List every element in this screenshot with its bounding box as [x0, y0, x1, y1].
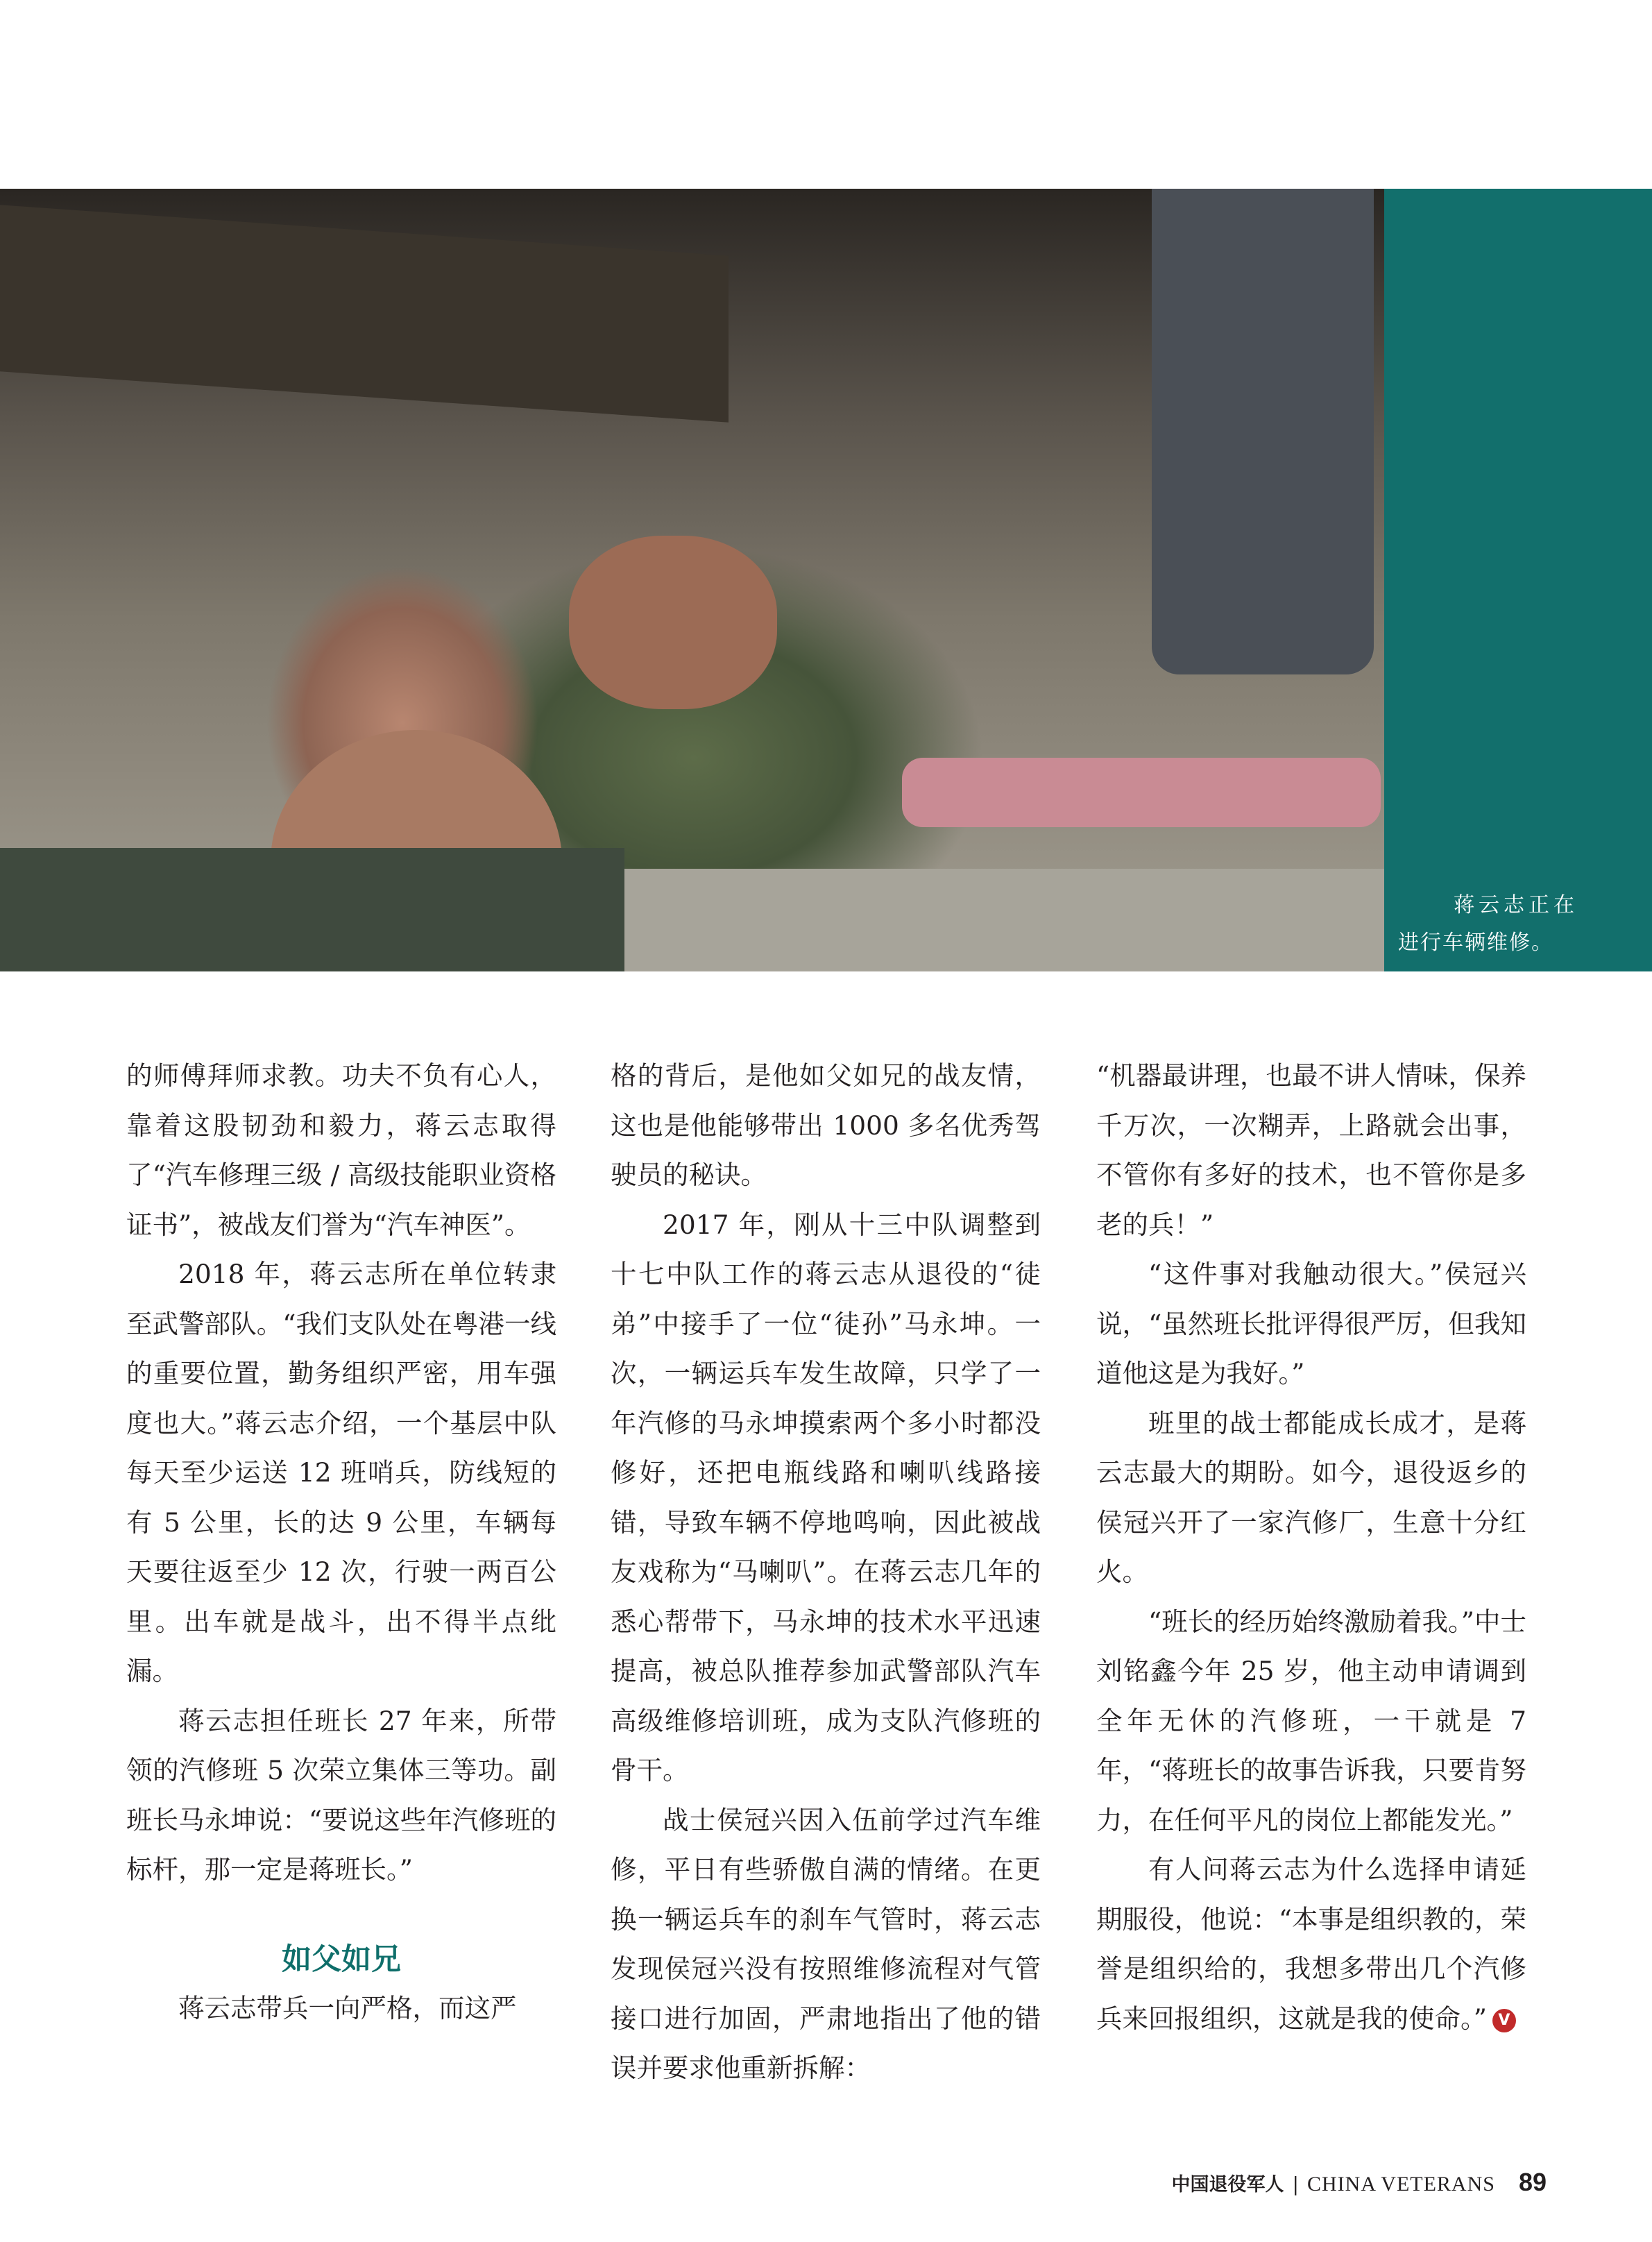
garage-floor	[624, 869, 1384, 971]
paragraph: 蒋云志担任班长 27 年来，所带领的汽修班 5 次荣立集体三等功。副班长马永坤说：“要说这些年汽修班的标杆，那一定是蒋班长。”	[126, 1705, 556, 1885]
article-column-1	[126, 1051, 556, 2033]
mechanic-hands	[569, 536, 777, 709]
caption-line-1: 蒋云志正在	[1454, 893, 1578, 917]
tool-tray	[0, 848, 624, 971]
article-column-2	[611, 1051, 1041, 2094]
mechanic-creeper	[902, 758, 1381, 827]
paragraph: 蒋云志带兵一向严格，而这严	[178, 1992, 517, 2023]
photo-caption	[1398, 887, 1578, 962]
paragraph: 格的背后，是他如父如兄的战友情，这也是他能够带出 1000 多名优秀驾驶员的秘诀。	[611, 1060, 1041, 1190]
paragraph-text: 有人问蒋云志为什么选择申请延期服役，他说：“本事是组织教的，荣誉是组织给的，我想多带出几个汽修兵来回报组织，这就是我的使命。”	[1096, 1854, 1526, 2034]
paragraph: 2017 年，刚从十三中队调整到十七中队工作的蒋云志从退役的“徒弟”中接手了一位“徒孙”马永坤。一次，一辆运兵车发生故障，只学了一年汽修的马永坤摸索两个多小时都没修好，还把电瓶线路和喇叭线路接错，导致车辆不停地鸣响，因此被战友戏称为“马喇叭”。在蒋云志几年的悉心帮带下，马永坤的技术水平迅速提高，被总队推荐参加武警部队汽车高级维修培训班，成为支队汽修班的骨干。	[611, 1209, 1041, 1785]
paragraph: “班长的经历始终激励着我。”中士刘铭鑫今年 25 岁，他主动申请调到全年无休的汽修班，一干就是 7 年，“蒋班长的故事告诉我，只要肯努力，在任何平凡的岗位上都能发光。”	[1096, 1606, 1526, 1835]
paragraph: 2018 年，蒋云志所在单位转隶至武警部队。“我们支队处在粤港一线的重要位置，勤务组织严密，用车强度也大。”蒋云志介绍，一个基层中队每天至少运送 12 班哨兵，防线短的有 5 公里，长的达 9 公里，车辆每天要往返至少 12 次，行驶一两百公里。出车就是战斗，出不得半点纰漏。	[126, 1259, 556, 1686]
paragraph: 班里的战士都能成长成才，是蒋云志最大的期盼。如今，退役返乡的侯冠兴开了一家汽修厂，生意十分红火。	[1096, 1407, 1526, 1587]
paragraph: “这件事对我触动很大。”侯冠兴说，“虽然班长批评得很严厉，但我知道他这是为我好。”	[1096, 1259, 1526, 1388]
section-heading: 如父如兄	[282, 1942, 401, 1977]
footer-separator: |	[1292, 2173, 1299, 2196]
vehicle-axle	[0, 205, 729, 422]
article-column-3	[1096, 1051, 1526, 2044]
paragraph: 战士侯冠兴因入伍前学过汽车维修，平日有些骄傲自满的情绪。在更换一辆运兵车的刹车气管时，蒋云志发现侯冠兴没有按照维修流程对气管接口进行加固，严肃地指出了他的错误并要求他重新拆解：	[611, 1804, 1041, 2083]
publication-name: 中国退役军人	[1171, 2174, 1284, 2196]
vehicle-tire	[1152, 189, 1374, 674]
page-number: 89	[1518, 2168, 1547, 2196]
paragraph: 的师傅拜师求教。功夫不负有心人，靠着这股韧劲和毅力，蒋云志取得了“汽车修理三级 / 高级技能职业资格证书”，被战友们誉为“汽车神医”。	[126, 1060, 556, 1240]
paragraph: “机器最讲理，也最不讲人情味，保养千万次，一次糊弄，上路就会出事，不管你有多好的技术，也不管你是多老的兵！”	[1096, 1060, 1526, 1240]
article-photo	[0, 189, 1384, 971]
caption-line-2: 进行车辆维修。	[1398, 931, 1553, 955]
publication-name-en: CHINA VETERANS	[1306, 2173, 1495, 2196]
page-footer	[1172, 2168, 1547, 2197]
paragraph-final	[1096, 1845, 1526, 2044]
end-mark-icon: V	[1492, 2009, 1516, 2032]
caption-panel	[1384, 189, 1652, 971]
